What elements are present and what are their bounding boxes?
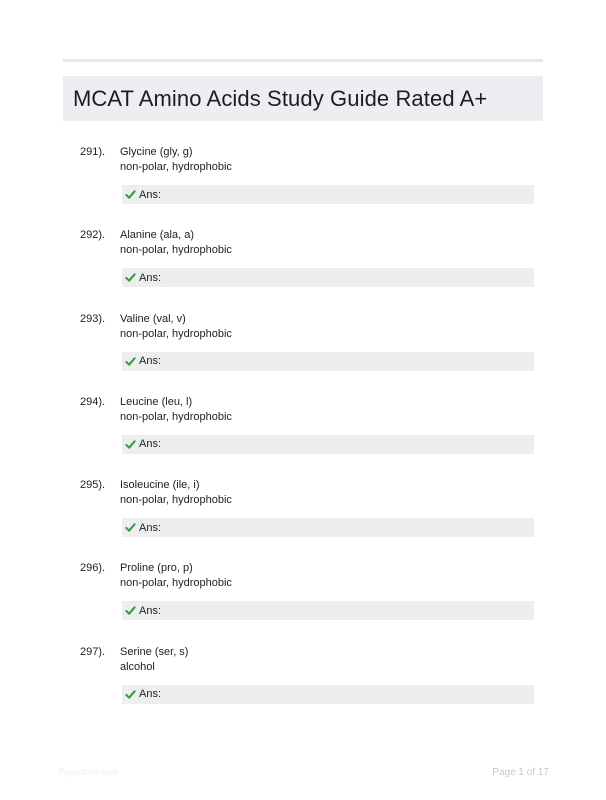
page-title: MCAT Amino Acids Study Guide Rated A+	[73, 85, 488, 111]
question-list	[80, 145, 536, 728]
question-item	[80, 395, 536, 478]
question-term: Leucine (leu, l)	[120, 395, 193, 408]
answer-box	[122, 268, 534, 287]
answer-box	[122, 685, 534, 704]
answer-label: Ans:	[139, 438, 162, 451]
question-number: 296).	[80, 562, 106, 575]
question-definition: non-polar, hydrophobic	[120, 410, 232, 423]
question-term: Valine (val, v)	[120, 312, 186, 325]
question-term: Proline (pro, p)	[120, 562, 193, 575]
question-definition: non-polar, hydrophobic	[120, 494, 232, 507]
question-item	[80, 228, 536, 311]
question-number: 295).	[80, 479, 106, 492]
check-icon	[125, 522, 136, 533]
answer-label: Ans:	[139, 604, 162, 617]
question-item	[80, 145, 536, 228]
answer-label: Ans:	[139, 688, 162, 701]
check-icon	[125, 689, 136, 700]
answer-box	[122, 435, 534, 454]
question-definition: alcohol	[120, 660, 155, 673]
question-term: Isoleucine (ile, i)	[120, 479, 200, 492]
question-number: 292).	[80, 229, 106, 242]
answer-box	[122, 601, 534, 620]
question-item	[80, 478, 536, 561]
question-number: 293).	[80, 312, 106, 325]
check-icon	[125, 605, 136, 616]
question-number: 294).	[80, 395, 106, 408]
question-item	[80, 645, 536, 728]
question-definition: non-polar, hydrophobic	[120, 244, 232, 257]
footer-watermark: Paperfolio.com	[58, 767, 119, 777]
page-indicator: Page 1 of 17	[492, 767, 549, 778]
answer-label: Ans:	[139, 355, 162, 368]
answer-box	[122, 185, 534, 204]
answer-label: Ans:	[139, 521, 162, 534]
check-icon	[125, 189, 136, 200]
answer-box	[122, 518, 534, 537]
question-definition: non-polar, hydrophobic	[120, 327, 232, 340]
question-term: Glycine (gly, g)	[120, 146, 193, 158]
question-term: Alanine (ala, a)	[120, 229, 194, 242]
check-icon	[125, 272, 136, 283]
question-item	[80, 561, 536, 644]
title-banner	[63, 76, 543, 121]
answer-box	[122, 352, 534, 371]
answer-label: Ans:	[139, 271, 162, 284]
answer-label: Ans:	[139, 188, 162, 201]
question-number: 291).	[80, 146, 106, 158]
question-item	[80, 312, 536, 395]
check-icon	[125, 356, 136, 367]
check-icon	[125, 439, 136, 450]
question-definition: non-polar, hydrophobic	[120, 161, 232, 173]
top-divider	[63, 59, 543, 62]
question-definition: non-polar, hydrophobic	[120, 577, 232, 590]
question-term: Serine (ser, s)	[120, 645, 189, 658]
question-number: 297).	[80, 645, 106, 658]
